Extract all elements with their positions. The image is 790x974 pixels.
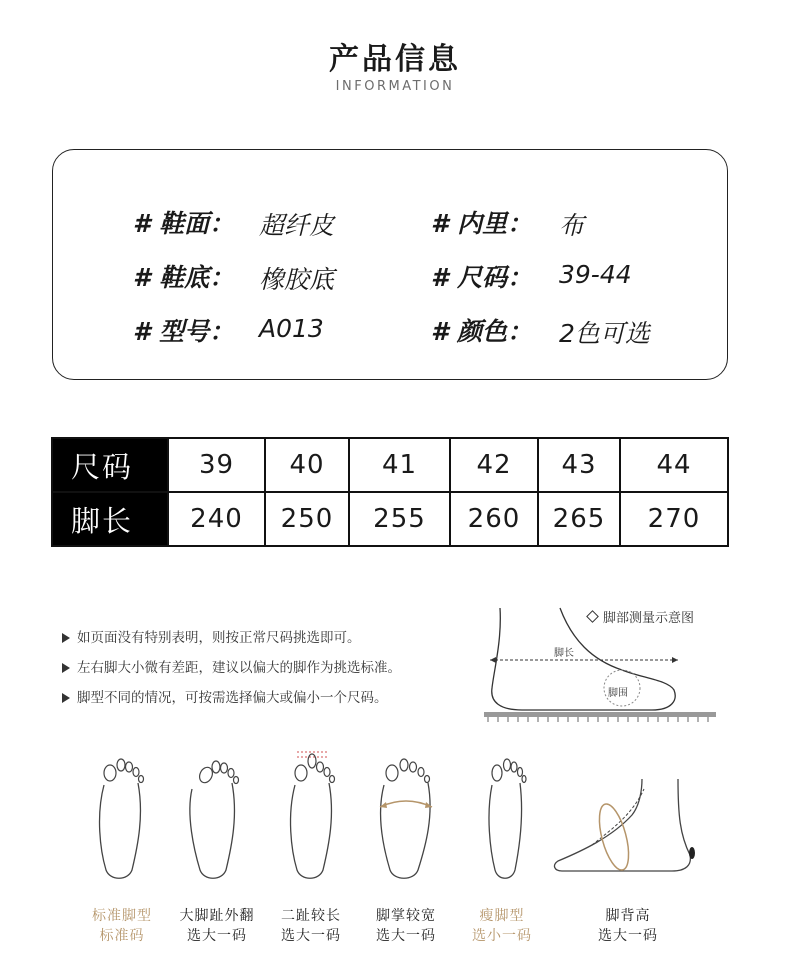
size-cell: 44 [620,438,728,492]
upper-value: 超纤皮 [259,211,335,240]
size-row-header: 尺码 [52,438,168,492]
foot-type-advice: 选大一码 [598,928,658,944]
foot-standard-icon [92,755,148,885]
length-cell: 270 [620,492,728,546]
sole-value: 橡胶底 [259,265,335,294]
size-cell: 43 [538,438,620,492]
foot-girth-label: 脚围 [608,688,628,699]
size-label: # 尺码： [431,263,533,292]
size-row [52,438,728,492]
foot-type-standard [77,906,167,946]
foot-type-bunion [172,906,262,946]
foot-high-instep-icon [552,775,702,885]
foot-slim-icon [480,755,530,885]
foot-long-second-toe-icon [283,748,339,885]
size-cell: 40 [265,438,349,492]
foot-type-advice: 选大一码 [376,928,436,944]
foot-measure-illustration [482,600,722,725]
lining-label: # 内里： [431,209,533,238]
size-cell: 39 [168,438,265,492]
tip-item [62,656,401,676]
length-row-header: 脚长 [52,492,168,546]
size-chart-table [51,437,729,547]
tip-item [62,626,361,646]
size-cell: 42 [450,438,538,492]
foot-type-slim [457,906,547,946]
length-cell: 265 [538,492,620,546]
length-cell: 250 [265,492,349,546]
foot-type-name: 脚掌较宽 [376,908,436,924]
foot-wide-icon [376,755,436,885]
bullet-arrow-icon [62,633,70,643]
sole-label: # 鞋底： [133,263,235,292]
measure-title-text: 脚部测量示意图 [603,611,695,626]
foot-bunion-icon [186,755,242,885]
model-value: A013 [259,314,324,343]
bullet-arrow-icon [62,663,70,673]
foot-type-advice: 选大一码 [281,928,341,944]
foot-type-wide [361,906,451,946]
foot-type-name: 脚背高 [605,908,651,924]
lining-value: 布 [559,211,585,240]
color-label: # 颜色： [431,317,533,346]
foot-type-advice: 标准码 [99,928,145,944]
foot-type-high-instep [583,906,673,946]
length-cell: 240 [168,492,265,546]
foot-type-advice: 选小一码 [472,928,532,944]
product-info-box [52,149,728,380]
foot-type-long-second-toe [266,906,356,946]
foot-type-name: 标准脚型 [92,908,152,924]
page-title: 产品信息 [329,42,461,77]
size-cell: 41 [349,438,450,492]
foot-type-name: 二趾较长 [281,908,341,924]
foot-type-name: 大脚趾外翻 [179,908,255,924]
tip-text: 左右脚大小微有差距，建议以偏大的脚作为挑选标准。 [77,660,401,676]
length-row [52,492,728,546]
foot-length-label: 脚长 [554,648,574,659]
foot-type-advice: 选大一码 [187,928,247,944]
page-subtitle: INFORMATION [335,79,455,94]
length-cell: 260 [450,492,538,546]
tip-text: 如页面没有特别表明，则按正常尺码挑选即可。 [77,630,361,646]
tip-text: 脚型不同的情况，可按需选择偏大或偏小一个尺码。 [77,690,388,706]
length-cell: 255 [349,492,450,546]
upper-label: # 鞋面： [133,209,235,238]
color-value: 2色可选 [559,319,650,348]
bullet-arrow-icon [62,693,70,703]
foot-type-name: 瘦脚型 [479,908,525,924]
model-label: # 型号： [133,317,235,346]
tip-item [62,686,388,706]
size-value: 39-44 [559,260,632,289]
